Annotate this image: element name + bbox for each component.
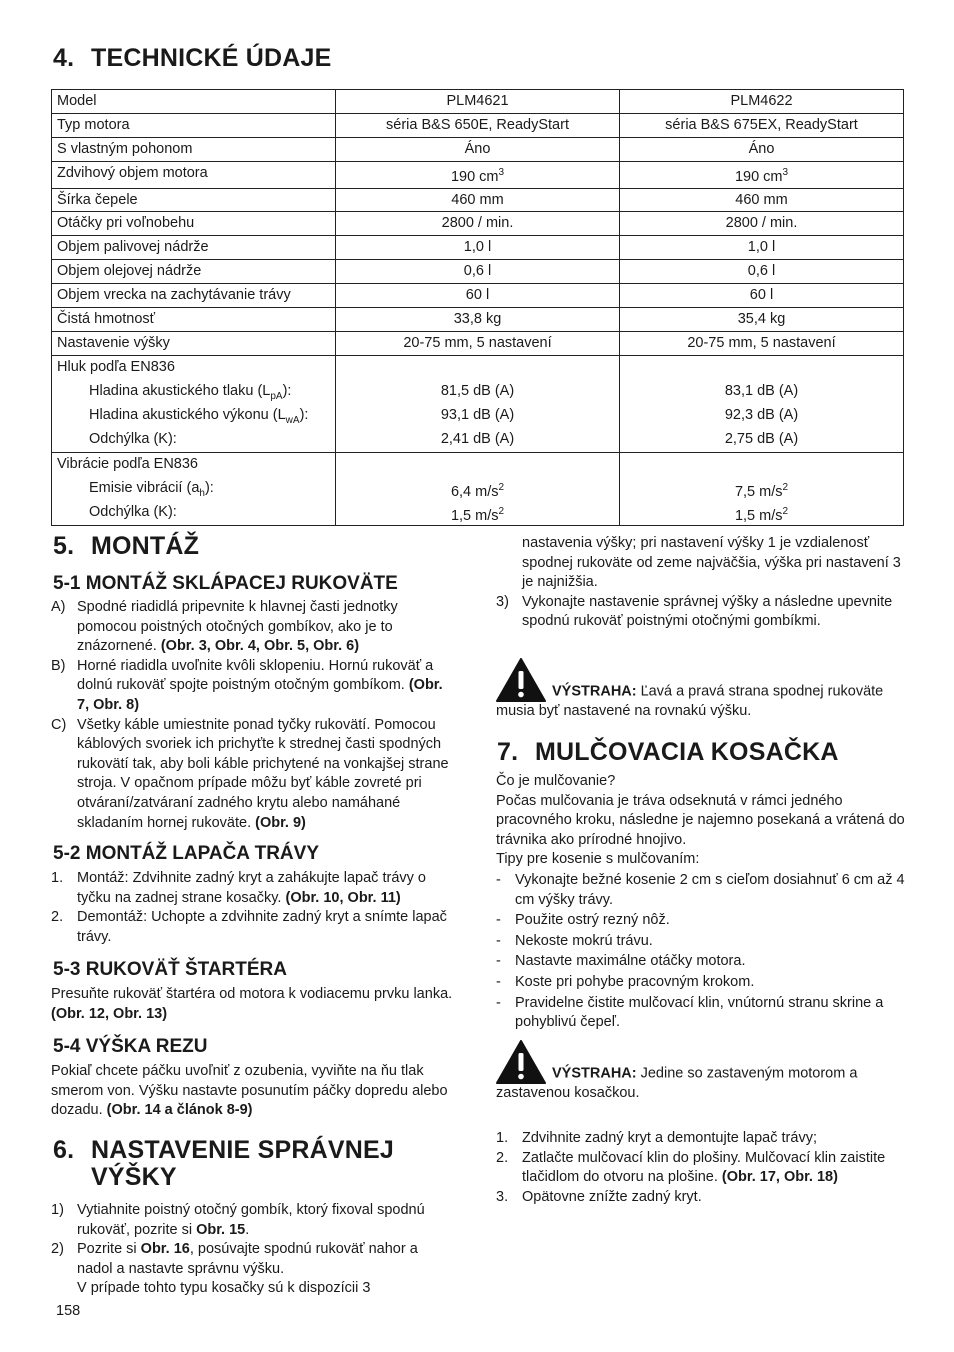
list-item: A) Spodné riadidlá pripevnite k hlavnej časti jednotky pomocou poistných otočných gombíkov, ako je to znázornené. (Obr. 3, Obr. 4, Obr. 5, Obr. 6) — [51, 599, 398, 655]
cell-value: 33,8 kg — [336, 307, 620, 331]
table-row-group — [52, 355, 904, 452]
tip-item: - Použite ostrý rezný nôž. — [496, 912, 670, 929]
list-item-continuation: nastavenia výšky; pri nastavení výšky 1 je vzdialenosť spodnej rukoväte od zeme najväčšia, výška pri nastavení 3 je najnižšia. — [522, 535, 901, 591]
list-item: B) Horné riadidla uvoľnite kvôli sklopeniu. Hornú rukoväť a dolnú rukoväť spojte poistným otočným gombíkom. (Obr. 7, Obr. 8) — [51, 657, 443, 713]
table-row — [52, 236, 904, 260]
subsection-5-4-body: Pokiaľ chcete páčku uvoľniť z ozubenia, vyviňte na ňu tlak smerom von. Výšku nastavte posunutím páčky dopredu alebo dozadu. (Obr. 14 a článok 8-9) — [51, 1063, 448, 1119]
section-7-title: 7. MULČOVACIA KOSAČKA — [497, 738, 839, 766]
cell-value: 20-75 mm, 5 nastavení — [336, 331, 620, 355]
section-7-steps — [496, 1129, 906, 1207]
row-label: Objem vrecka na zachytávanie trávy — [52, 284, 336, 308]
list-item: 2) Pozrite si Obr. 16, posúvajte spodnú rukoväť nahor a nadol a nastavte správnu výšku. V prípade tohto typu kosačky sú k dispozícii 3 — [51, 1241, 418, 1297]
row-label: Čistá hmotnosť — [52, 307, 336, 331]
cell-value: 60 l — [620, 284, 904, 308]
subsection-5-2-title: 5-2 MONTÁŽ LAPAČA TRÁVY — [53, 843, 319, 864]
cell-value: PLM4622 — [620, 90, 904, 114]
list-item: 3) Vykonajte nastavenie správnej výšky a následne upevnite spodnú rukoväť poistnými otočnými gombíkmi. — [496, 593, 893, 630]
cell-value: séria B&S 650E, ReadyStart — [336, 113, 620, 137]
table-row — [52, 307, 904, 331]
cell-value: Áno — [620, 137, 904, 161]
tip-item: - Nekoste mokrú trávu. — [496, 932, 653, 949]
cell-value: 0,6 l — [336, 260, 620, 284]
cell-value: 460 mm — [620, 188, 904, 212]
table-row — [52, 284, 904, 308]
row-label: Objem palivovej nádrže — [52, 236, 336, 260]
list-item: 2. Zatlačte mulčovací klin do plošiny. Mulčovací klin zaistite tlačidlom do otvoru na plošine. (Obr. 17, Obr. 18) — [496, 1149, 886, 1186]
warning-7: VÝSTRAHA: Jedine so zastaveným motorom a zastavenou kosačkou. — [496, 1040, 906, 1104]
subsection-5-3-title: 5-3 RUKOVÄŤ ŠTARTÉRA — [53, 959, 287, 980]
cell-value: 190 $cm^3$ — [620, 161, 904, 188]
row-label: Model — [52, 90, 336, 114]
table-row — [52, 331, 904, 355]
tip-item: - Koste pri pohybe pracovným krokom. — [496, 973, 755, 990]
subsection-5-1-title: 5-1 MONTÁŽ SKLÁPACEJ RUKOVÄTE — [53, 573, 398, 594]
table-row — [52, 212, 904, 236]
list-item: 1. Zdvihnite zadný kryt a demontujte lapač trávy; — [496, 1130, 817, 1146]
list-item: 3. Opätovne znížte zadný kryt. — [496, 1188, 702, 1205]
cell-value: Áno — [336, 137, 620, 161]
warning-triangle-icon — [496, 658, 546, 702]
cell-value: 83,1 dB (A) 92,3 dB (A) 2,75 dB (A) — [620, 355, 904, 452]
list-item: 2. Demontáž: Uchopte a zdvihnite zadný kryt a snímte lapač trávy. — [51, 909, 447, 945]
cell-value: 20-75 mm, 5 nastavení — [620, 331, 904, 355]
warning-6: VÝSTRAHA: Ľavá a pravá strana spodnej rukoväte musia byť nastavené na rovnakú výšku. — [496, 658, 906, 722]
section-4-title: 4. TECHNICKÉ ÚDAJE — [53, 44, 332, 72]
cell-value: PLM4621 — [336, 90, 620, 114]
row-label: Typ motora — [52, 113, 336, 137]
cell-value: séria B&S 675EX, ReadyStart — [620, 113, 904, 137]
subsection-5-1-body — [51, 598, 456, 833]
item2-continuation-start: V prípade tohto typu kosačky sú k dispozícii 3 — [77, 1280, 371, 1297]
row-label: Zdvihový objem motora — [52, 161, 336, 188]
table-row — [52, 161, 904, 188]
section-7-body: Čo je mulčovanie? Počas mulčovania je tráva odseknutá v rámci jedného pracovného kroku, následne je najemno posekaná a vrátená do trávnika ako prírodné hnojivo. Tipy pre kosenie s mulčovaním: - Vykonajte bežné kosenie 2 cm s cieľom dosiahnuť 6 cm až 4 cm výšky trávy. - Použite ostrý rezný nôž. - Nekoste mokrú trávu. - Nastavte maximálne otáčky motora. - Koste pri pohybe pracovným krokom. - Pravidelne čistite mulčovací klin, vnútornú stranu skrine a pohyblivú čepeľ. — [496, 772, 906, 1034]
table-row — [52, 137, 904, 161]
cell-value: 1,0 l — [620, 236, 904, 260]
cell-value: 35,4 kg — [620, 307, 904, 331]
list-item: C) Všetky káble umiestnite ponad tyčky rukovätí. Pomocou káblových svoriek ich prichyťte k strednej časti spodných rukovätí tak, aby boli káble prichytené na vonkajšej strane stroja. V opačnom prípade môžu byť káble zovreté pri otváraní/zatváraní zadného krytu alebo namáhané skladaním hornej rukoväte. (Obr. 9) — [51, 716, 449, 831]
cell-value: 6,4 $m/s^2$ 1,5 $m/s^2$ — [336, 452, 620, 525]
section-6-body-right — [496, 534, 906, 632]
cell-value: 60 l — [336, 284, 620, 308]
row-label: Objem olejovej nádrže — [52, 260, 336, 284]
cell-value: 81,5 dB (A) 93,1 dB (A) 2,41 dB (A) — [336, 355, 620, 452]
cell-value: 2800 / min. — [620, 212, 904, 236]
section-6-body-left — [51, 1201, 456, 1299]
table-row — [52, 260, 904, 284]
cell-value: 190 $cm^3$ — [336, 161, 620, 188]
row-label: S vlastným pohonom — [52, 137, 336, 161]
row-label: Hluk podľa EN836 Hladina akustického tlaku $(L_{pA})$: Hladina akustického výkonu $(L_{wA})$: Odchýlka (K): — [52, 355, 336, 452]
tip-item: - Nastavte maximálne otáčky motora. — [496, 953, 746, 970]
spec-table — [51, 89, 904, 526]
row-label: Šírka čepele — [52, 188, 336, 212]
subsection-5-2-body — [51, 869, 456, 947]
section-5-title: 5. MONTÁŽ — [53, 532, 200, 560]
table-row-group — [52, 452, 904, 525]
row-label: Nastavenie výšky — [52, 331, 336, 355]
warning-triangle-icon — [496, 1040, 546, 1084]
cell-value: 0,6 l — [620, 260, 904, 284]
page-number: 158 — [56, 1303, 81, 1319]
list-item: 1) Vytiahnite poistný otočný gombík, ktorý fixoval spodnú rukoväť, pozrite si Obr. 15. — [51, 1202, 425, 1238]
list-item: 1. Montáž: Zdvihnite zadný kryt a zahákujte lapač trávy o tyčku na zadnej strane kosačky. (Obr. 10, Obr. 11) — [51, 870, 426, 906]
cell-value: 2800 / min. — [336, 212, 620, 236]
cell-value: 7,5 $m/s^2$ 1,5 $m/s^2$ — [620, 452, 904, 525]
section-6-title: 6. NASTAVENIE SPRÁVNEJ VÝŠKY — [53, 1136, 394, 1191]
subsection-5-4-title: 5-4 VÝŠKA REZU — [53, 1036, 208, 1057]
tip-item: - Pravidelne čistite mulčovací klin, vnútornú stranu skrine a pohyblivú čepeľ. — [496, 994, 884, 1031]
table-row — [52, 188, 904, 212]
table-row — [52, 90, 904, 114]
row-label: Otáčky pri voľnobehu — [52, 212, 336, 236]
table-row — [52, 113, 904, 137]
row-label: Vibrácie podľa EN836 Emisie vibrácií $(a_h)$: Odchýlka (K): — [52, 452, 336, 525]
subsection-5-3-body: Presuňte rukoväť štartéra od motora k vodiacemu prvku lanka. (Obr. 12, Obr. 13) — [51, 986, 453, 1022]
tip-item: - Vykonajte bežné kosenie 2 cm s cieľom dosiahnuť 6 cm až 4 cm výšky trávy. — [496, 871, 905, 908]
cell-value: 1,0 l — [336, 236, 620, 260]
cell-value: 460 mm — [336, 188, 620, 212]
